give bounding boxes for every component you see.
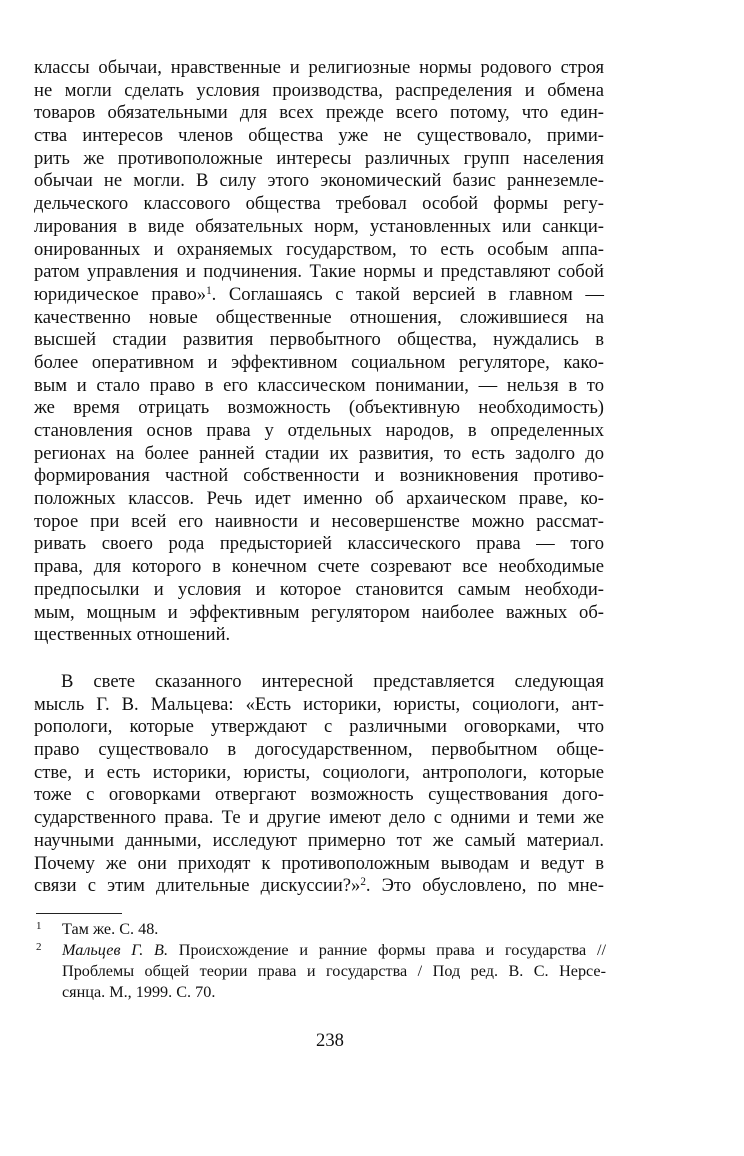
footnote-ref-2[interactable]: 2 [360, 876, 366, 889]
text-line: ратом управления и подчинения. Такие нормы и представляют собой [34, 261, 604, 283]
text-line-with-footnote-ref [34, 284, 604, 307]
text-line: высшей стадии развития первобытного общества, нуждались в [34, 329, 604, 351]
text-line-with-footnote-ref [34, 875, 604, 898]
footnote-text [62, 940, 606, 961]
footnote-author: Мальцев Г. В. [62, 941, 168, 959]
text-line: мым, мощным и эффективным регулятором наиболее важных об- [34, 601, 604, 623]
text-line: лирования в виде обязательных норм, установленных или санкци- [34, 215, 604, 237]
text-line: ропологи, которые утверждают с различными оговорками, что [34, 716, 604, 738]
text-segment: . Это обусловлено, по мне- [365, 875, 604, 897]
text-line: становления основ права у отдельных народов, в определенных [34, 420, 604, 441]
text-line: мысль Г. В. Мальцева: «Есть историки, юристы, социологи, ант- [34, 693, 604, 715]
text-segment: юридическое право» [34, 283, 207, 305]
text-line: положных классов. Речь идет именно об архаическом праве, ко- [34, 488, 604, 510]
text-line: право существовало в догосударственном, первобытном обще- [34, 739, 604, 761]
text-line: же время отрицать возможность (объективную необходимость) [34, 397, 604, 419]
text-line: научными данными, исследуют примерно тот же самый материал. [34, 829, 604, 851]
footnote-mark: 1 [36, 920, 42, 932]
footnote-2 [34, 940, 606, 1003]
text-line: ства интересов членов общества уже не существовало, прими- [34, 125, 604, 147]
text-line: качественно новые общественные отношения, сложившиеся на [34, 306, 604, 328]
footnotes [34, 919, 606, 1003]
text-line: сударственного права. Те и другие имеют дело с одними и теми же [34, 807, 604, 829]
footnote-text: Проблемы общей теории права и государства / Под ред. В. С. Нерсе- [62, 962, 606, 980]
text-line: стве, и есть историки, юристы, социологи, антропологи, которые [34, 761, 604, 783]
text-line: вым и стало право в его классическом понимании, — нельзя в то [34, 374, 604, 396]
text-segment: связи с этим длительные дискуссии?» [34, 875, 361, 897]
text-line: товаров обязательными для всех прежде всего потому, что един- [34, 102, 604, 124]
footnote-1 [34, 919, 606, 940]
text-line: тоже с оговорками отвергают возможность существования дого- [34, 784, 604, 806]
footnote-text: Там же. С. 48. [62, 920, 159, 938]
text-line: формирования частной собственности и возникновения противо- [34, 465, 604, 487]
text-line: более оперативном и эффективном социальном регуляторе, како- [34, 351, 604, 373]
footnote-mark: 2 [36, 941, 42, 953]
text-line: рить же противоположные интересы различных групп населения [34, 147, 604, 169]
text-line: классы обычаи, нравственные и религиозные нормы родового строя [34, 57, 604, 78]
text-line: торое при всей его наивности и несовершенстве можно рассмат- [34, 510, 604, 532]
text-line: регионах на более ранней стадии их развития, то есть задолго до [34, 442, 604, 464]
text-line: не могли сделать условия производства, распределения и обмена [34, 79, 604, 101]
paragraph-2 [34, 671, 604, 898]
text-line: дельческого классового общества требовал особой формы регу- [34, 193, 604, 215]
text-line: права, для которого в конечном счете созревают все необходимые [34, 556, 604, 578]
text-line: ривать своего рода предысторией классического права — того [34, 533, 604, 555]
footnote-divider [36, 913, 122, 914]
page-number: 238 [316, 1030, 344, 1051]
paragraph-1 [34, 57, 604, 647]
text-line: предпосылки и условия и которое становится самым необходи- [34, 578, 604, 600]
text-line: Почему же они приходят к противоположным выводам и ведут в [34, 852, 604, 874]
footnote-text: сянца. М., 1999. С. 70. [62, 983, 216, 1001]
footnote-title: Происхождение и ранние формы права и государства // [168, 941, 606, 959]
text-line: щественных отношений. [34, 624, 231, 646]
text-line: В свете сказанного интересной представляется следующая [61, 671, 604, 692]
footnote-ref-1[interactable]: 1 [206, 284, 212, 297]
text-line: онированных и охраняемых государством, то есть особым аппа- [34, 238, 604, 260]
text-segment: . Соглашаясь с такой версией в главном — [211, 283, 604, 305]
text-line: обычаи не могли. В силу этого экономический базис раннеземле- [34, 170, 604, 192]
